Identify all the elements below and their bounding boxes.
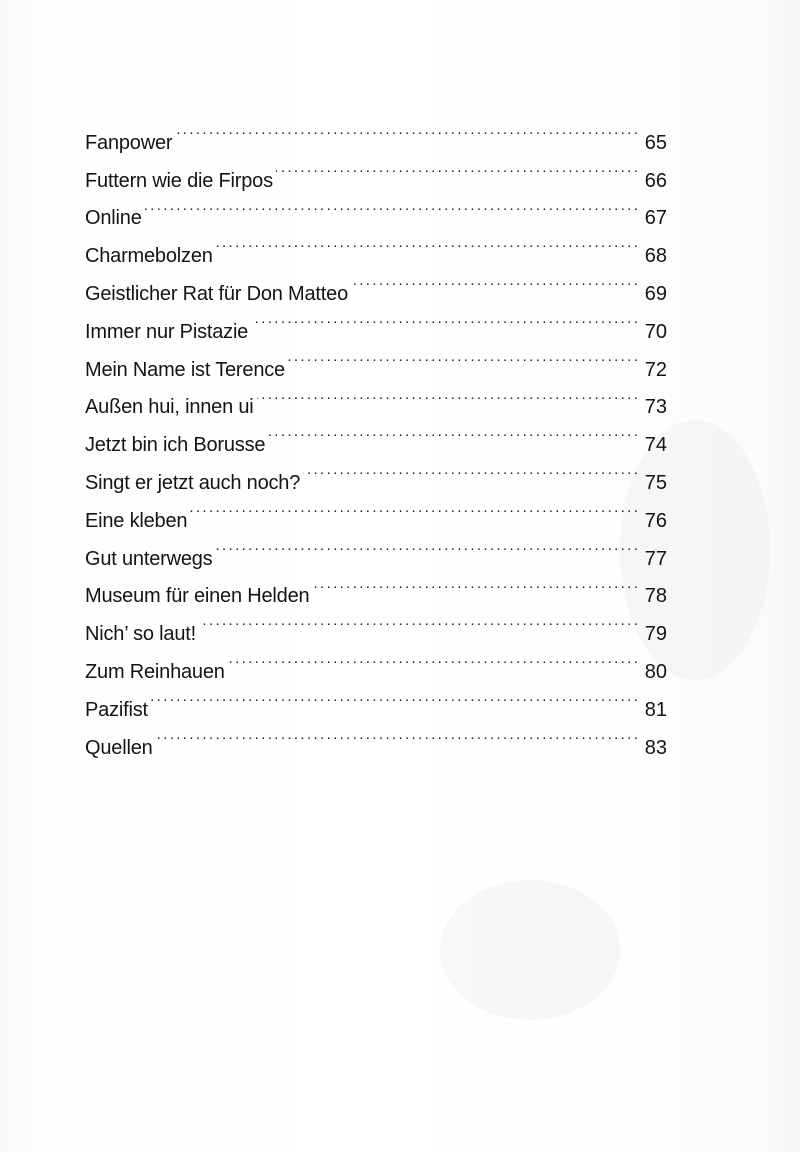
dot-leader	[215, 527, 637, 565]
toc-entry-page: 67	[644, 207, 667, 230]
dot-leader	[251, 300, 637, 338]
toc-entry-title: Immer nur Pistazie	[85, 320, 249, 343]
toc-entry-title: Fanpower	[85, 131, 173, 154]
toc-entry-page: 81	[644, 698, 667, 721]
toc-entry-page: 69	[644, 282, 667, 305]
toc-entry-page: 77	[644, 547, 667, 570]
toc-entry-title: Museum für einen Helden	[85, 585, 310, 608]
toc-entry-title: Online	[85, 207, 142, 230]
toc-entry-page: 70	[644, 320, 667, 343]
dot-leader	[156, 716, 637, 754]
toc-entry-title: Mein Name ist Terence	[85, 358, 285, 381]
toc-entry[interactable]	[85, 187, 667, 230]
toc-entry-page: 80	[644, 660, 667, 683]
toc-entry-page: 83	[644, 736, 667, 759]
toc-entry[interactable]	[85, 716, 667, 759]
dot-leader	[312, 565, 637, 603]
toc-entry-title: Charmebolzen	[85, 245, 213, 268]
dot-leader	[303, 451, 637, 489]
dot-leader	[216, 224, 637, 262]
dot-leader	[257, 376, 637, 414]
toc-entry-title: Singt er jetzt auch noch?	[85, 471, 301, 494]
toc-entry-title: Geistlicher Rat für Don Matteo	[85, 282, 348, 305]
dot-leader	[151, 678, 637, 716]
toc-entry[interactable]	[85, 111, 667, 154]
toc-entry[interactable]	[85, 678, 667, 721]
toc-entry-title: Nich’ so laut!	[85, 623, 196, 646]
table-of-contents	[85, 111, 667, 759]
toc-entry-title: Jetzt bin ich Borusse	[85, 434, 266, 457]
toc-entry-title: Gut unterwegs	[85, 547, 213, 570]
toc-entry-page: 75	[644, 471, 667, 494]
dot-leader	[175, 111, 637, 149]
paper-shadow	[440, 880, 620, 1020]
toc-entry-title: Außen hui, innen ui	[85, 396, 254, 419]
toc-entry-page: 66	[644, 169, 667, 192]
toc-entry[interactable]	[85, 224, 667, 268]
dot-leader	[288, 338, 637, 376]
dot-leader	[268, 413, 637, 451]
toc-entry-page: 78	[644, 585, 667, 608]
toc-entry-page: 73	[644, 396, 667, 419]
dot-leader	[276, 149, 637, 187]
toc-entry-page: 74	[644, 434, 667, 457]
toc-entry-page: 72	[644, 358, 667, 381]
toc-entry-page: 65	[644, 131, 667, 154]
toc-entry-title: Pazifist	[85, 698, 148, 721]
toc-entry-title: Futtern wie die Firpos	[85, 169, 273, 192]
toc-entry-title: Eine kleben	[85, 509, 188, 532]
dot-leader	[228, 640, 637, 678]
dot-leader	[190, 489, 637, 527]
toc-entry-page: 76	[644, 509, 667, 532]
toc-entry-title: Quellen	[85, 736, 153, 759]
dot-leader	[145, 187, 637, 225]
toc-entry-title: Zum Reinhauen	[85, 660, 225, 683]
toc-entry-page: 68	[644, 245, 667, 268]
toc-entry-page: 79	[644, 623, 667, 646]
dot-leader	[351, 262, 637, 300]
dot-leader	[199, 602, 637, 640]
